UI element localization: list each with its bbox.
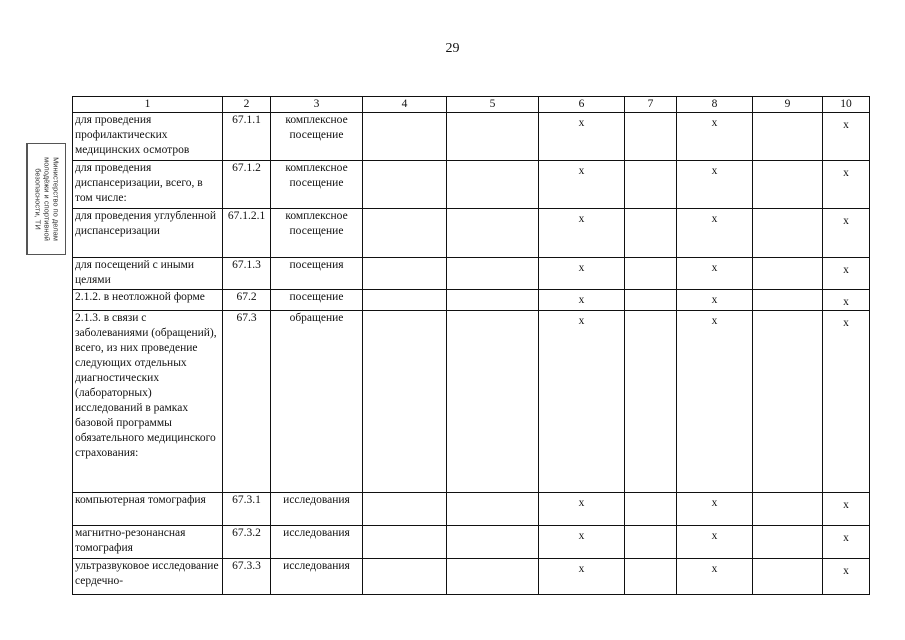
row-code: 67.1.1 bbox=[223, 113, 271, 161]
cell-col10: x bbox=[823, 493, 870, 526]
row-unit: исследования bbox=[271, 493, 363, 526]
empty-cell bbox=[447, 493, 539, 526]
cell-col6: x bbox=[539, 559, 625, 595]
empty-cell bbox=[447, 311, 539, 493]
table-row bbox=[73, 493, 870, 526]
cell-col10: x bbox=[823, 526, 870, 559]
empty-cell bbox=[447, 209, 539, 258]
row-name: магнитно-резонансная томография bbox=[73, 526, 223, 559]
empty-cell bbox=[363, 493, 447, 526]
column-header: 9 bbox=[753, 97, 823, 113]
row-code: 67.1.2 bbox=[223, 161, 271, 209]
cell-col10: x bbox=[823, 161, 870, 209]
stamp-line: безопасности, ТИ bbox=[33, 168, 42, 230]
row-name: компьютерная томография bbox=[73, 493, 223, 526]
table-row bbox=[73, 559, 870, 595]
table-row bbox=[73, 526, 870, 559]
cell-col8: x bbox=[677, 161, 753, 209]
empty-cell bbox=[447, 161, 539, 209]
empty-cell bbox=[363, 161, 447, 209]
empty-cell bbox=[625, 161, 677, 209]
row-name: 2.1.3. в связи с заболеваниями (обращений), всего, из них проведение следующих отдельных диагностических (лабораторных) исследований в рамках базовой программы обязательного медицинского страхования: bbox=[73, 311, 223, 493]
stamp-text bbox=[33, 143, 60, 255]
empty-cell bbox=[753, 526, 823, 559]
empty-cell bbox=[363, 258, 447, 290]
empty-cell bbox=[753, 258, 823, 290]
empty-cell bbox=[753, 311, 823, 493]
column-header: 1 bbox=[73, 97, 223, 113]
empty-cell bbox=[753, 559, 823, 595]
cell-col6: x bbox=[539, 493, 625, 526]
cell-col10: x bbox=[823, 559, 870, 595]
cell-col8: x bbox=[677, 559, 753, 595]
row-code: 67.1.3 bbox=[223, 258, 271, 290]
empty-cell bbox=[447, 113, 539, 161]
row-name: для проведения профилактических медицинских осмотров bbox=[73, 113, 223, 161]
page-number: 29 bbox=[445, 41, 460, 56]
cell-col10: x bbox=[823, 113, 870, 161]
empty-cell bbox=[363, 526, 447, 559]
table-row bbox=[73, 290, 870, 311]
stamp-line: Министерство по делам bbox=[51, 157, 60, 241]
table-bottom-border bbox=[72, 594, 869, 595]
table-row bbox=[73, 258, 870, 290]
cell-col10: x bbox=[823, 209, 870, 258]
row-name: ультразвуковое исследование сердечно- bbox=[73, 559, 223, 595]
row-name: для проведения диспансеризации, всего, в том числе: bbox=[73, 161, 223, 209]
empty-cell bbox=[447, 559, 539, 595]
cell-col6: x bbox=[539, 258, 625, 290]
table-row bbox=[73, 209, 870, 258]
column-header: 7 bbox=[625, 97, 677, 113]
cell-col8: x bbox=[677, 493, 753, 526]
empty-cell bbox=[363, 290, 447, 311]
empty-cell bbox=[363, 209, 447, 258]
empty-cell bbox=[625, 559, 677, 595]
cell-col6: x bbox=[539, 209, 625, 258]
empty-cell bbox=[363, 559, 447, 595]
row-unit: исследования bbox=[271, 526, 363, 559]
data-table bbox=[72, 96, 870, 595]
row-code: 67.3.2 bbox=[223, 526, 271, 559]
cell-col10: x bbox=[823, 311, 870, 493]
cell-col8: x bbox=[677, 311, 753, 493]
empty-cell bbox=[753, 493, 823, 526]
row-unit: посещение bbox=[271, 290, 363, 311]
cell-col6: x bbox=[539, 290, 625, 311]
row-code: 67.2 bbox=[223, 290, 271, 311]
empty-cell bbox=[753, 113, 823, 161]
row-code: 67.3.3 bbox=[223, 559, 271, 595]
empty-cell bbox=[625, 258, 677, 290]
cell-col6: x bbox=[539, 311, 625, 493]
empty-cell bbox=[625, 311, 677, 493]
empty-cell bbox=[625, 526, 677, 559]
cell-col8: x bbox=[677, 290, 753, 311]
empty-cell bbox=[753, 161, 823, 209]
row-unit: комплексное посещение bbox=[271, 161, 363, 209]
row-unit: обращение bbox=[271, 311, 363, 493]
row-name: для проведения углубленной диспансеризации bbox=[73, 209, 223, 258]
row-name: для посещений с иными целями bbox=[73, 258, 223, 290]
cell-col8: x bbox=[677, 113, 753, 161]
table-row bbox=[73, 113, 870, 161]
header-row bbox=[73, 97, 870, 113]
column-header: 4 bbox=[363, 97, 447, 113]
empty-cell bbox=[625, 113, 677, 161]
row-unit: комплексное посещение bbox=[271, 113, 363, 161]
cell-col8: x bbox=[677, 209, 753, 258]
empty-cell bbox=[625, 209, 677, 258]
row-unit: комплексное посещение bbox=[271, 209, 363, 258]
cell-col10: x bbox=[823, 290, 870, 311]
cell-col6: x bbox=[539, 526, 625, 559]
empty-cell bbox=[447, 526, 539, 559]
registration-stamp bbox=[26, 143, 66, 255]
row-code: 67.1.2.1 bbox=[223, 209, 271, 258]
column-header: 3 bbox=[271, 97, 363, 113]
empty-cell bbox=[753, 209, 823, 258]
column-header: 8 bbox=[677, 97, 753, 113]
column-header: 6 bbox=[539, 97, 625, 113]
cell-col8: x bbox=[677, 526, 753, 559]
cell-col10: x bbox=[823, 258, 870, 290]
empty-cell bbox=[363, 311, 447, 493]
column-header: 2 bbox=[223, 97, 271, 113]
row-unit: исследования bbox=[271, 559, 363, 595]
cell-col6: x bbox=[539, 161, 625, 209]
table-row bbox=[73, 311, 870, 493]
cell-col6: x bbox=[539, 113, 625, 161]
empty-cell bbox=[625, 290, 677, 311]
row-code: 67.3 bbox=[223, 311, 271, 493]
column-header: 5 bbox=[447, 97, 539, 113]
empty-cell bbox=[447, 258, 539, 290]
empty-cell bbox=[363, 113, 447, 161]
stamp-line: молодёжи и спортивной bbox=[42, 157, 51, 241]
empty-cell bbox=[625, 493, 677, 526]
table-row bbox=[73, 161, 870, 209]
empty-cell bbox=[447, 290, 539, 311]
row-code: 67.3.1 bbox=[223, 493, 271, 526]
cell-col8: x bbox=[677, 258, 753, 290]
row-name: 2.1.2. в неотложной форме bbox=[73, 290, 223, 311]
empty-cell bbox=[753, 290, 823, 311]
column-header: 10 bbox=[823, 97, 870, 113]
row-unit: посещения bbox=[271, 258, 363, 290]
